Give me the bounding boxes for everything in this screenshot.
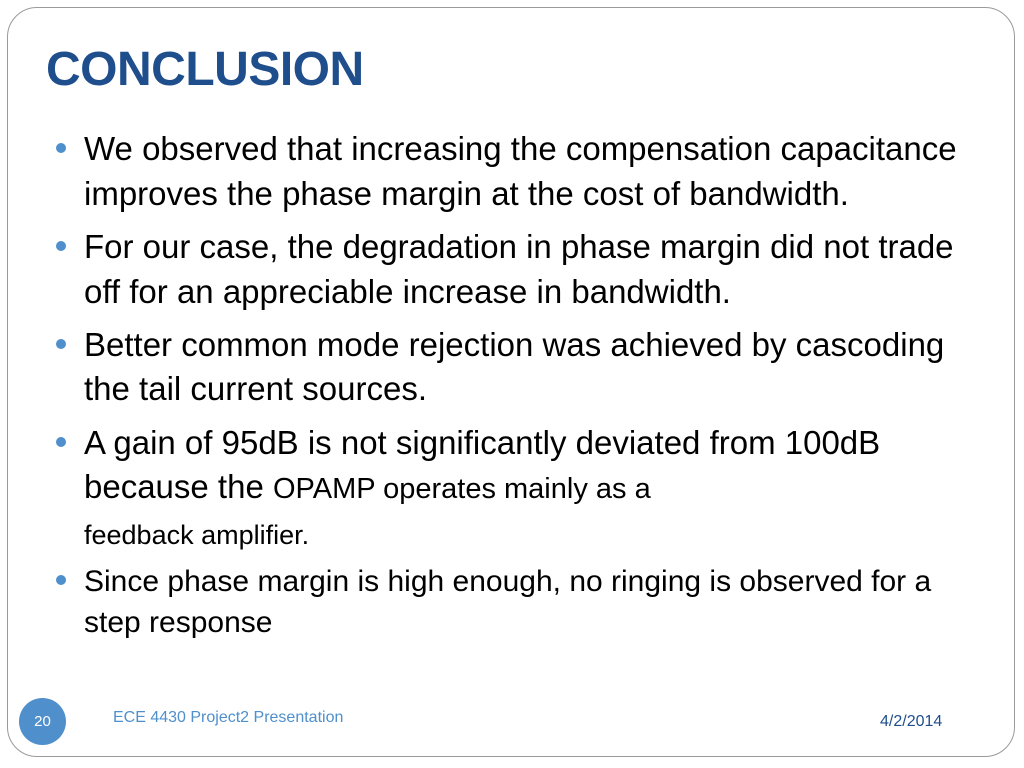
bullet-dot-icon	[56, 143, 66, 153]
bullet-text: Better common mode rejection was achieved by cascoding the tail current sources.	[84, 326, 945, 407]
slide-title: CONCLUSION	[46, 43, 364, 96]
bullet-text-part: feedback amplifier.	[84, 520, 310, 550]
bullet-dot-icon	[56, 575, 66, 585]
footer-date: 4/2/2014	[880, 713, 943, 730]
bullet-text: We observed that increasing the compensation capacitance improves the phase margin at the cost of bandwidth.	[84, 130, 957, 212]
bullet-text-part: A gain of 95dB is not significantly deviated from 100dB because the	[84, 424, 881, 505]
slide-number-badge: 20	[19, 698, 66, 745]
bullet-text-part: OPAMP operates mainly as a	[272, 473, 651, 505]
bullet-item	[55, 421, 975, 555]
bullet-item	[55, 225, 975, 314]
bullet-item	[55, 323, 975, 411]
bullet-dot-icon	[56, 339, 66, 349]
bullet-dot-icon	[56, 437, 66, 447]
bullet-dot-icon	[56, 241, 66, 251]
bullet-item	[55, 561, 975, 643]
bullet-text: For our case, the degradation in phase margin did not trade off for an appreciable increase in bandwidth.	[84, 228, 954, 310]
footer-text: ECE 4430 Project2 Presentation	[113, 709, 344, 726]
bullet-item	[55, 127, 975, 216]
bullet-list	[55, 127, 975, 643]
bullet-text: Since phase margin is high enough, no ringing is observed for a step response	[84, 565, 932, 639]
